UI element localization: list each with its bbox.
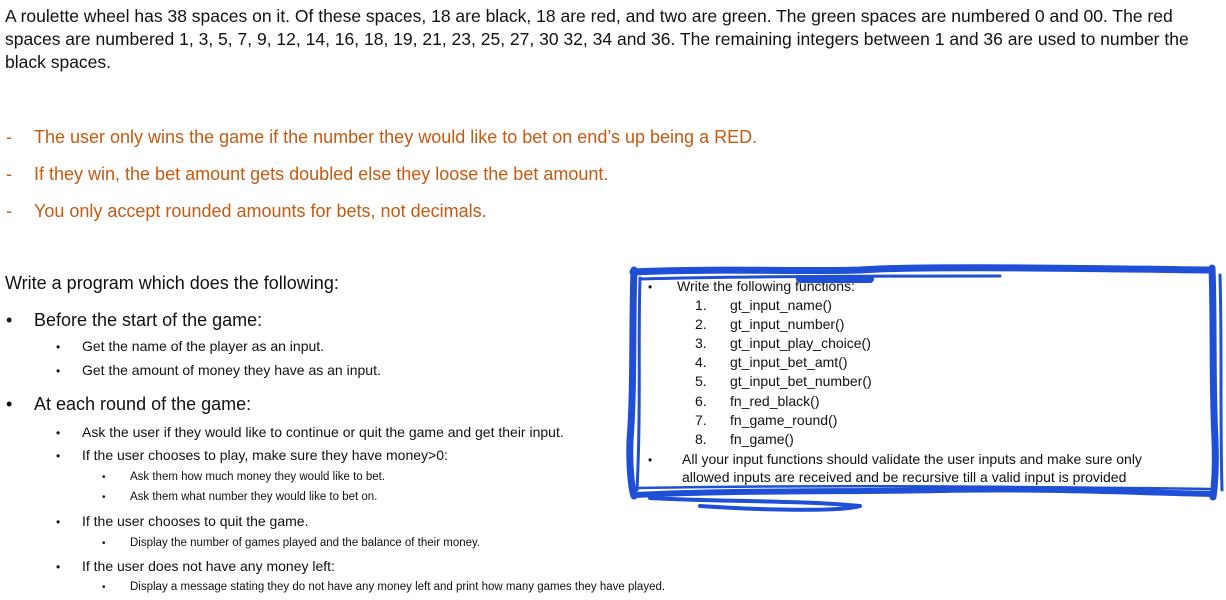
fn-name-5: gt_input_bet_number() (730, 373, 872, 389)
bullet-quit: • (56, 515, 61, 529)
bullet-choose-play: • (56, 449, 61, 463)
item-get-name: Get the name of the player as an input. (82, 338, 325, 354)
bullet-no-money-display: • (102, 582, 106, 593)
item-get-money: Get the amount of money they have as an input. (82, 362, 381, 378)
rule-rounded-amounts: You only accept rounded amounts for bets, not decimals. (34, 201, 487, 221)
bullet-continue-quit: • (56, 426, 61, 440)
box-note-line2: allowed inputs are received and be recursive till a valid input is provided (682, 469, 1127, 485)
subitem-no-money-display: Display a message stating they do not have any money left and print how many games they have played. (130, 581, 666, 593)
fn-num-4: 4. (695, 354, 707, 370)
fn-num-8: 8. (695, 431, 707, 447)
item-no-money: If the user does not have any money left: (82, 558, 335, 574)
rule-win-red: The user only wins the game if the number they would like to bet on end’s up being a RED. (34, 127, 758, 147)
box-title: Write the following functions: (677, 278, 855, 294)
fn-num-3: 3. (695, 335, 707, 351)
scribble-right-thin (1220, 275, 1222, 490)
scribble-bottom-loop (650, 498, 860, 510)
rule-dash-1: - (6, 127, 12, 147)
subitem-ask-number: Ask them what number they would like to bet on. (130, 491, 378, 503)
rule-dash-3: - (6, 201, 12, 221)
fn-num-1: 1. (695, 297, 707, 313)
program-heading: Write a program which does the following: (5, 273, 339, 293)
box-bullet-title: • (648, 280, 653, 294)
item-quit: If the user chooses to quit the game. (82, 513, 309, 529)
bullet-no-money: • (56, 560, 61, 574)
bullet-ask-bet: • (102, 472, 106, 483)
before-start-heading: Before the start of the game: (34, 310, 263, 330)
scribble-bottom (634, 489, 1213, 495)
scribble-strokes (630, 268, 1222, 510)
fn-num-2: 2. (695, 316, 707, 332)
item-choose-play: If the user chooses to play, make sure they have money>0: (82, 447, 448, 463)
box-note-line1: All your input functions should validate the user inputs and make sure only (682, 451, 1142, 467)
fn-num-5: 5. (695, 373, 707, 389)
intro-paragraph: A roulette wheel has 38 spaces on it. Of these spaces, 18 are black, 18 are red, and two are green. The green spaces are numbered 0 and 00. The red spaces are numbered 1, 3, 5, 7, 9, 12, 14, 16, 18, 19, 21, 23, 25, 27, 30 32, 34 and 36. The remaining integers between 1 and 36 are used to number the black spaces. (5, 6, 1189, 72)
scribble-right (1212, 268, 1215, 497)
fn-name-7: fn_game_round() (730, 412, 838, 428)
fn-name-8: fn_game() (730, 431, 794, 447)
bullet-before-start: • (6, 310, 13, 330)
fn-num-7: 7. (695, 412, 707, 428)
fn-name-1: gt_input_name() (730, 297, 832, 313)
bullet-each-round: • (6, 394, 13, 414)
bullet-ask-number: • (102, 492, 106, 503)
each-round-heading: At each round of the game: (34, 394, 252, 414)
fn-name-6: fn_red_black() (730, 393, 820, 409)
scribble-top (633, 268, 1210, 272)
fn-name-4: gt_input_bet_amt() (730, 354, 848, 370)
scribble-left-thin (637, 278, 640, 490)
bullet-get-name: • (56, 340, 61, 354)
rule-bet-doubled: If they win, the bet amount gets doubled else they loose the bet amount. (34, 164, 609, 184)
box-bullet-note: • (648, 453, 653, 467)
subitem-quit-display: Display the number of games played and the balance of their money. (130, 537, 481, 549)
fn-num-6: 6. (695, 393, 707, 409)
fn-name-3: gt_input_play_choice() (730, 335, 871, 351)
bullet-get-money: • (56, 364, 61, 378)
item-continue-quit: Ask the user if they would like to continue or quit the game and get their input. (82, 424, 564, 440)
rule-dash-2: - (6, 164, 12, 184)
subitem-ask-bet: Ask them how much money they would like to bet. (130, 471, 386, 483)
scribble-left (630, 270, 634, 496)
bullet-quit-display: • (102, 538, 106, 549)
fn-name-2: gt_input_number() (730, 316, 845, 332)
